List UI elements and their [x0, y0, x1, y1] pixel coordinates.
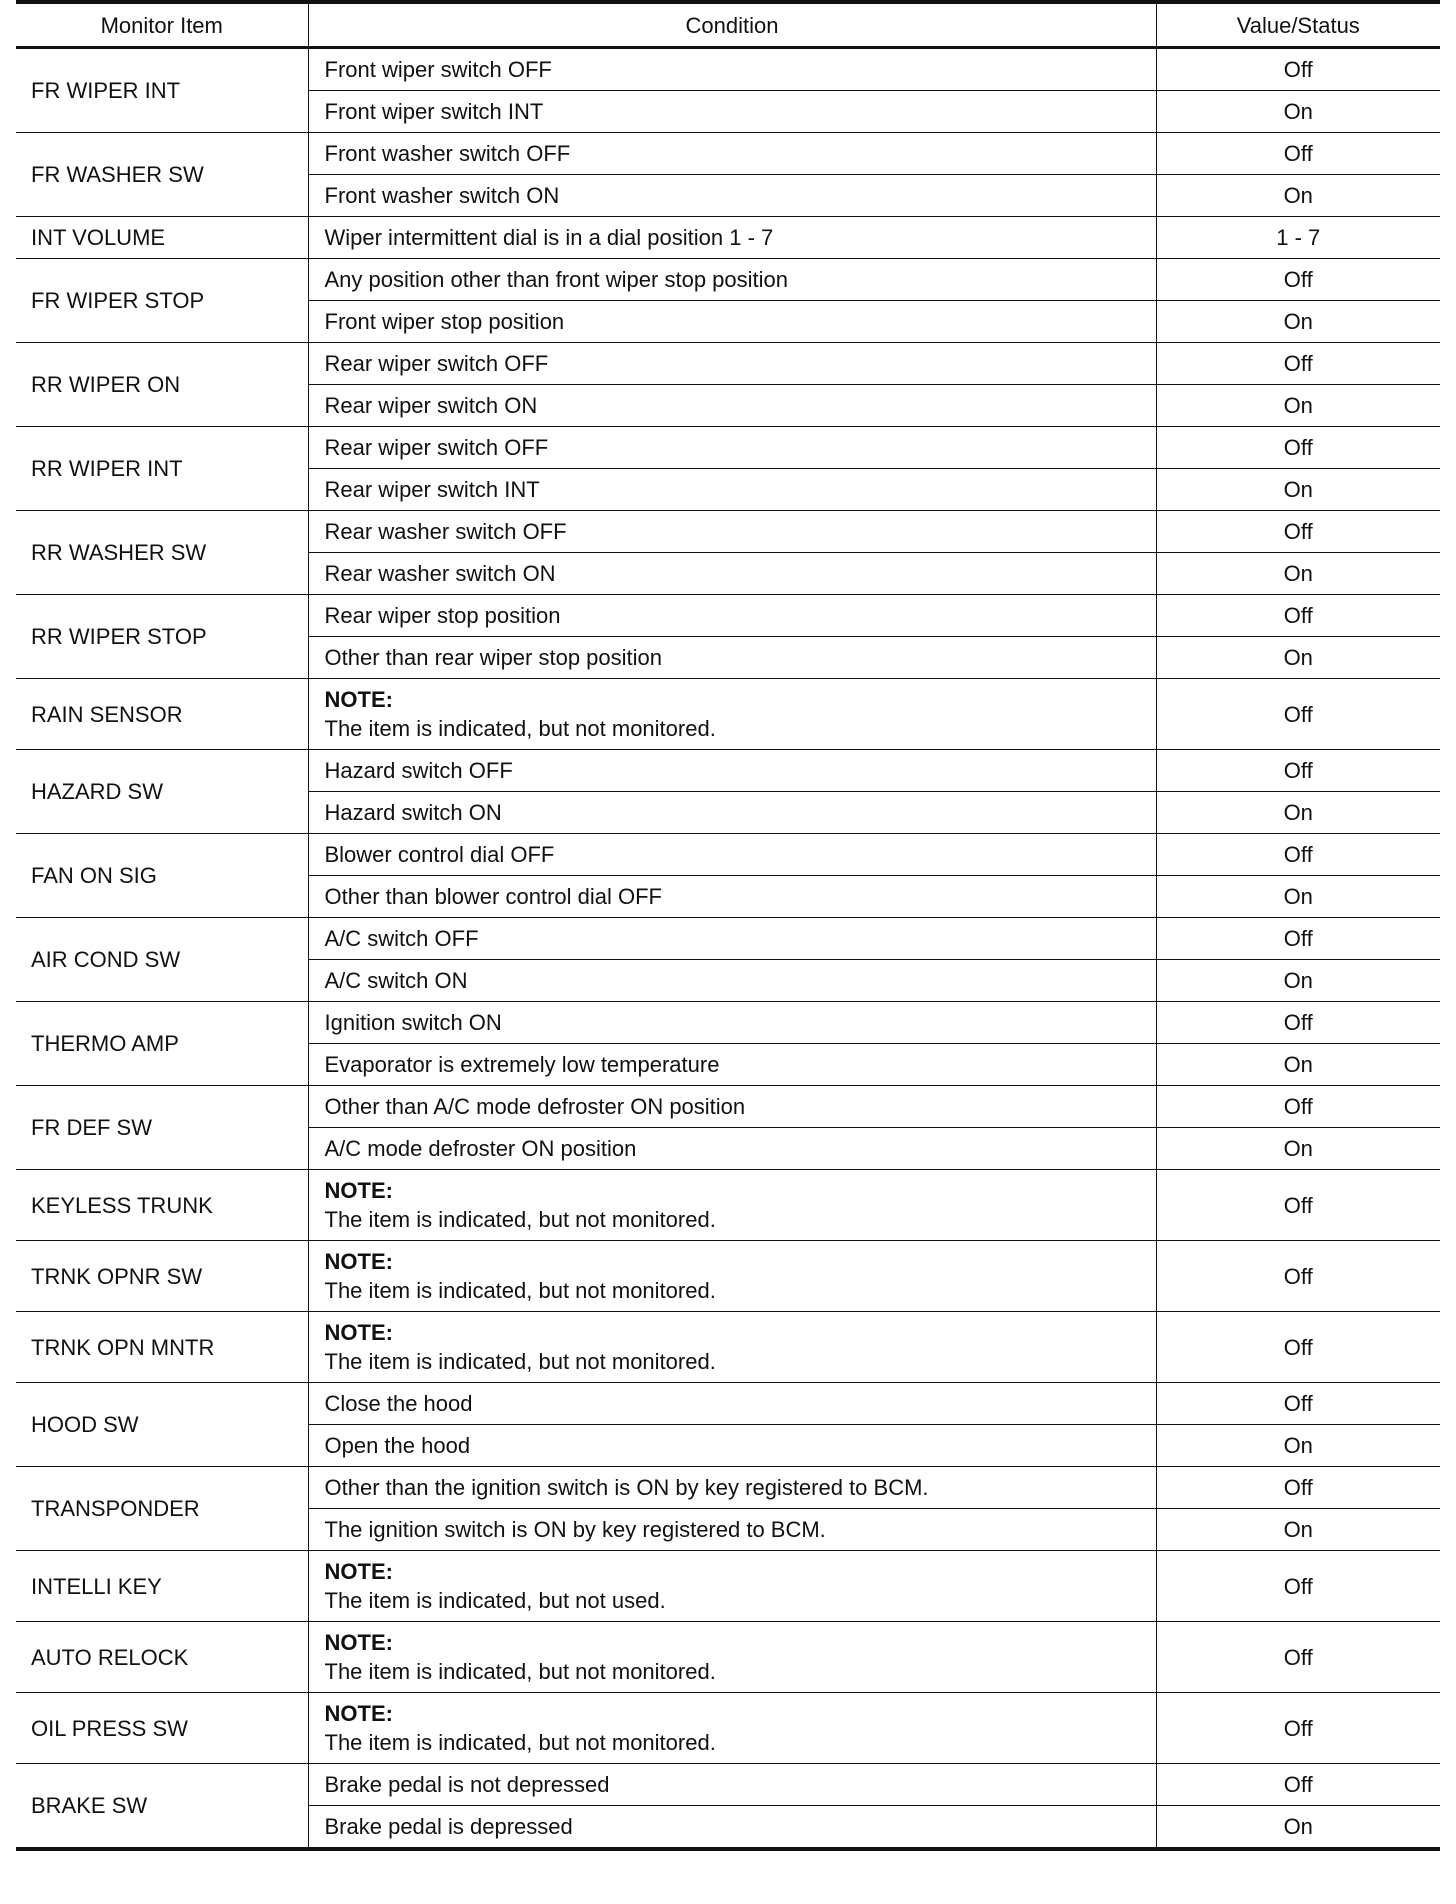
value-status-cell: On	[1156, 960, 1440, 1002]
table-row	[16, 1086, 1440, 1128]
table-row	[16, 427, 1440, 469]
value-status-cell: Off	[1156, 1086, 1440, 1128]
value-status-cell: Off	[1156, 679, 1440, 750]
table-row	[16, 1170, 1440, 1241]
condition-cell: Front wiper switch OFF	[308, 48, 1156, 91]
condition-cell: Ignition switch ON	[308, 1002, 1156, 1044]
monitor-item-cell: INTELLI KEY	[16, 1551, 308, 1622]
condition-note-cell	[308, 1170, 1156, 1241]
note-label: NOTE:	[324, 1249, 393, 1274]
monitor-item-cell: BRAKE SW	[16, 1764, 308, 1850]
note-label: NOTE:	[324, 1630, 393, 1655]
condition-cell: Rear wiper switch OFF	[308, 427, 1156, 469]
note-label: NOTE:	[324, 1178, 393, 1203]
value-status-cell: On	[1156, 792, 1440, 834]
table-row	[16, 595, 1440, 637]
monitor-item-cell: THERMO AMP	[16, 1002, 308, 1086]
note-text: The item is indicated, but not monitored.	[324, 716, 716, 741]
table-row	[16, 259, 1440, 301]
value-status-cell: Off	[1156, 1383, 1440, 1425]
condition-cell: Rear washer switch OFF	[308, 511, 1156, 553]
condition-cell: Other than A/C mode defroster ON position	[308, 1086, 1156, 1128]
table-row	[16, 1383, 1440, 1425]
value-status-cell: Off	[1156, 1622, 1440, 1693]
condition-note-cell	[308, 1241, 1156, 1312]
monitor-item-cell: RR WIPER STOP	[16, 595, 308, 679]
value-status-cell: Off	[1156, 1312, 1440, 1383]
note-text: The item is indicated, but not used.	[324, 1588, 666, 1613]
value-status-cell: Off	[1156, 1693, 1440, 1764]
condition-cell: A/C switch OFF	[308, 918, 1156, 960]
monitor-item-cell: RR WIPER ON	[16, 343, 308, 427]
condition-cell: Front washer switch OFF	[308, 133, 1156, 175]
condition-cell: Wiper intermittent dial is in a dial position 1 - 7	[308, 217, 1156, 259]
note-text: The item is indicated, but not monitored.	[324, 1659, 716, 1684]
document-page	[16, 0, 1440, 1851]
monitor-item-cell: RR WIPER INT	[16, 427, 308, 511]
table-row	[16, 1241, 1440, 1312]
condition-note-cell	[308, 1622, 1156, 1693]
value-status-cell: Off	[1156, 1764, 1440, 1806]
value-status-cell: Off	[1156, 918, 1440, 960]
monitor-item-cell: TRNK OPNR SW	[16, 1241, 308, 1312]
value-status-cell: On	[1156, 553, 1440, 595]
value-status-cell: Off	[1156, 750, 1440, 792]
monitor-item-cell: AUTO RELOCK	[16, 1622, 308, 1693]
table-row	[16, 1764, 1440, 1806]
monitor-item-cell: HAZARD SW	[16, 750, 308, 834]
monitor-item-cell: FR WIPER STOP	[16, 259, 308, 343]
value-status-cell: On	[1156, 876, 1440, 918]
value-status-cell: Off	[1156, 1002, 1440, 1044]
monitor-item-cell: TRNK OPN MNTR	[16, 1312, 308, 1383]
table-row	[16, 750, 1440, 792]
condition-cell: Other than the ignition switch is ON by key registered to BCM.	[308, 1467, 1156, 1509]
condition-cell: Hazard switch ON	[308, 792, 1156, 834]
header-value-status: Value/Status	[1156, 2, 1440, 48]
condition-cell: Evaporator is extremely low temperature	[308, 1044, 1156, 1086]
condition-cell: Any position other than front wiper stop position	[308, 259, 1156, 301]
table-row	[16, 48, 1440, 91]
monitor-item-cell: FR WASHER SW	[16, 133, 308, 217]
monitor-item-table	[16, 0, 1440, 1851]
table-row	[16, 918, 1440, 960]
value-status-cell: Off	[1156, 1551, 1440, 1622]
monitor-item-cell: AIR COND SW	[16, 918, 308, 1002]
value-status-cell: Off	[1156, 1170, 1440, 1241]
condition-cell: A/C mode defroster ON position	[308, 1128, 1156, 1170]
condition-cell: Close the hood	[308, 1383, 1156, 1425]
monitor-item-cell: OIL PRESS SW	[16, 1693, 308, 1764]
monitor-item-cell: RR WASHER SW	[16, 511, 308, 595]
monitor-item-cell: FR DEF SW	[16, 1086, 308, 1170]
value-status-cell: Off	[1156, 427, 1440, 469]
condition-cell: Other than rear wiper stop position	[308, 637, 1156, 679]
value-status-cell: Off	[1156, 1467, 1440, 1509]
condition-cell: A/C switch ON	[308, 960, 1156, 1002]
value-status-cell: On	[1156, 1044, 1440, 1086]
note-label: NOTE:	[324, 1559, 393, 1584]
value-status-cell: On	[1156, 1425, 1440, 1467]
value-status-cell: Off	[1156, 511, 1440, 553]
monitor-item-cell: RAIN SENSOR	[16, 679, 308, 750]
table-row	[16, 511, 1440, 553]
condition-cell: Front washer switch ON	[308, 175, 1156, 217]
condition-cell: Brake pedal is not depressed	[308, 1764, 1156, 1806]
value-status-cell: Off	[1156, 343, 1440, 385]
header-monitor-item: Monitor Item	[16, 2, 308, 48]
table-row	[16, 1551, 1440, 1622]
condition-cell: Rear wiper switch OFF	[308, 343, 1156, 385]
value-status-cell: On	[1156, 175, 1440, 217]
condition-note-cell	[308, 1693, 1156, 1764]
value-status-cell: Off	[1156, 595, 1440, 637]
condition-cell: Rear wiper switch ON	[308, 385, 1156, 427]
table-row	[16, 1002, 1440, 1044]
condition-cell: Brake pedal is depressed	[308, 1806, 1156, 1850]
condition-cell: Open the hood	[308, 1425, 1156, 1467]
table-row	[16, 217, 1440, 259]
table-header	[16, 2, 1440, 48]
note-text: The item is indicated, but not monitored.	[324, 1278, 716, 1303]
table-row	[16, 1622, 1440, 1693]
table-row	[16, 1467, 1440, 1509]
table-row	[16, 1693, 1440, 1764]
monitor-item-cell: KEYLESS TRUNK	[16, 1170, 308, 1241]
condition-note-cell	[308, 1312, 1156, 1383]
value-status-cell: Off	[1156, 834, 1440, 876]
value-status-cell: On	[1156, 469, 1440, 511]
note-label: NOTE:	[324, 687, 393, 712]
value-status-cell: Off	[1156, 259, 1440, 301]
value-status-cell: Off	[1156, 1241, 1440, 1312]
note-text: The item is indicated, but not monitored.	[324, 1730, 716, 1755]
value-status-cell: On	[1156, 1128, 1440, 1170]
condition-cell: Blower control dial OFF	[308, 834, 1156, 876]
value-status-cell: 1 - 7	[1156, 217, 1440, 259]
monitor-item-cell: TRANSPONDER	[16, 1467, 308, 1551]
condition-cell: The ignition switch is ON by key registered to BCM.	[308, 1509, 1156, 1551]
monitor-item-cell: INT VOLUME	[16, 217, 308, 259]
table-row	[16, 343, 1440, 385]
note-label: NOTE:	[324, 1320, 393, 1345]
note-text: The item is indicated, but not monitored.	[324, 1207, 716, 1232]
table-row	[16, 679, 1440, 750]
condition-cell: Front wiper switch INT	[308, 91, 1156, 133]
value-status-cell: Off	[1156, 48, 1440, 91]
header-condition: Condition	[308, 2, 1156, 48]
condition-note-cell	[308, 1551, 1156, 1622]
note-label: NOTE:	[324, 1701, 393, 1726]
condition-cell: Other than blower control dial OFF	[308, 876, 1156, 918]
value-status-cell: Off	[1156, 133, 1440, 175]
monitor-item-cell: FAN ON SIG	[16, 834, 308, 918]
condition-cell: Hazard switch OFF	[308, 750, 1156, 792]
table-body	[16, 48, 1440, 1850]
condition-cell: Rear wiper switch INT	[308, 469, 1156, 511]
table-row	[16, 133, 1440, 175]
condition-cell: Rear wiper stop position	[308, 595, 1156, 637]
value-status-cell: On	[1156, 1806, 1440, 1850]
condition-cell: Front wiper stop position	[308, 301, 1156, 343]
condition-cell: Rear washer switch ON	[308, 553, 1156, 595]
header-row	[16, 2, 1440, 48]
monitor-item-cell: FR WIPER INT	[16, 48, 308, 133]
table-row	[16, 1312, 1440, 1383]
table-row	[16, 834, 1440, 876]
value-status-cell: On	[1156, 301, 1440, 343]
condition-note-cell	[308, 679, 1156, 750]
monitor-item-cell: HOOD SW	[16, 1383, 308, 1467]
value-status-cell: On	[1156, 91, 1440, 133]
note-text: The item is indicated, but not monitored.	[324, 1349, 716, 1374]
value-status-cell: On	[1156, 385, 1440, 427]
value-status-cell: On	[1156, 637, 1440, 679]
value-status-cell: On	[1156, 1509, 1440, 1551]
